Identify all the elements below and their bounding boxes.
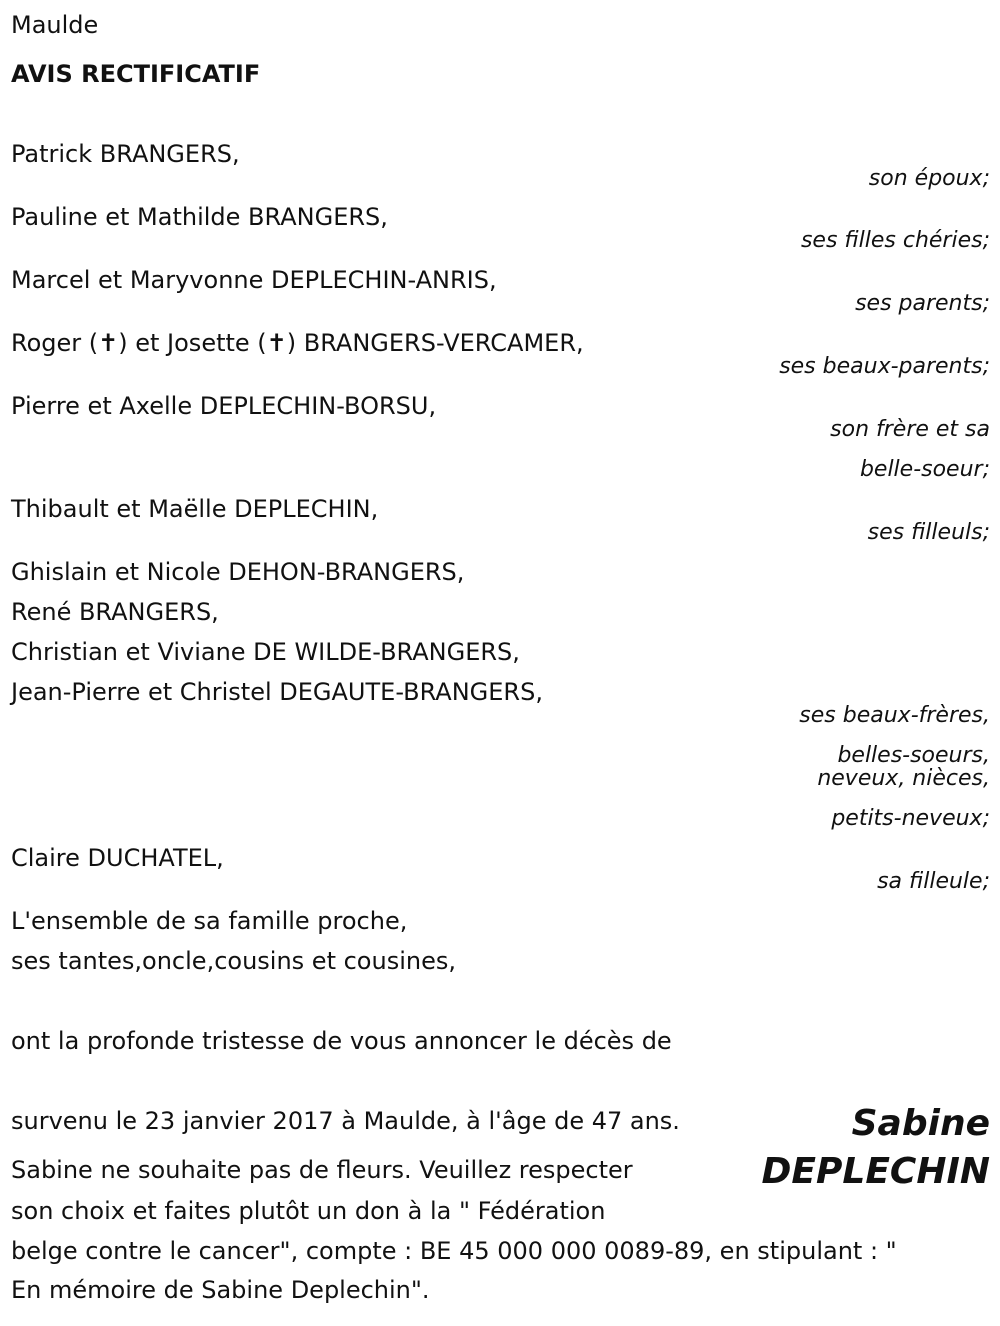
relation-daughters: ses filles chéries; [800,228,990,253]
wishes-line-2: son choix et faites plutôt un don à la " Fédération [11,1197,606,1225]
relation-in-laws-1: ses beaux-frères, [799,703,990,728]
wishes-line-4: En mémoire de Sabine Deplechin". [11,1276,430,1304]
announcement-text: ont la profonde tristesse de vous annoncer le décès de [11,1027,672,1055]
extended-family-line-2: ses tantes,oncle,cousins et cousines, [11,947,456,975]
relation-parents: ses parents; [855,291,990,316]
family-member-husband: Patrick BRANGERS, [11,140,240,168]
extended-family-line-1: L'ensemble de sa famille proche, [11,907,408,935]
location: Maulde [11,11,99,39]
deceased-last-name: DEPLECHIN [761,1151,990,1192]
family-member-parents: Marcel et Maryvonne DEPLECHIN-ANRIS, [11,266,497,294]
relation-godchildren: ses filleuls; [867,520,990,545]
relation-in-laws-3: neveux, nièces, [817,766,990,791]
wishes-line-3: belge contre le cancer", compte : BE 45 000 000 0089-89, en stipulant : " [11,1237,897,1265]
family-member-in-laws-4: Jean-Pierre et Christel DEGAUTE-BRANGERS, [11,678,543,706]
family-member-in-laws-2: René BRANGERS, [11,598,219,626]
family-member-goddaughter: Claire DUCHATEL, [11,844,224,872]
relation-in-laws-2: belles-soeurs, [837,743,990,768]
family-member-in-laws-3: Christian et Viviane DE WILDE-BRANGERS, [11,638,520,666]
relation-husband: son époux; [868,166,990,191]
notice-type-heading: AVIS RECTIFICATIF [11,60,261,88]
relation-in-laws-4: petits-neveux; [831,806,990,831]
relation-goddaughter: sa filleule; [877,869,990,894]
family-member-brother: Pierre et Axelle DEPLECHIN-BORSU, [11,392,437,420]
family-member-daughters: Pauline et Mathilde BRANGERS, [11,203,388,231]
family-member-godchildren: Thibault et Maëlle DEPLECHIN, [11,495,379,523]
relation-parents-in-law: ses beaux-parents; [779,354,990,379]
relation-brother-line-2: belle-soeur; [859,457,990,482]
family-member-parents-in-law: Roger (✝) et Josette (✝) BRANGERS-VERCAMER, [11,329,584,357]
deceased-first-name: Sabine [851,1103,990,1144]
relation-brother-line-1: son frère et sa [830,417,990,442]
death-details: survenu le 23 janvier 2017 à Maulde, à l'âge de 47 ans. [11,1107,680,1135]
family-member-in-laws-1: Ghislain et Nicole DEHON-BRANGERS, [11,558,465,586]
wishes-line-1: Sabine ne souhaite pas de fleurs. Veuillez respecter [11,1156,633,1184]
